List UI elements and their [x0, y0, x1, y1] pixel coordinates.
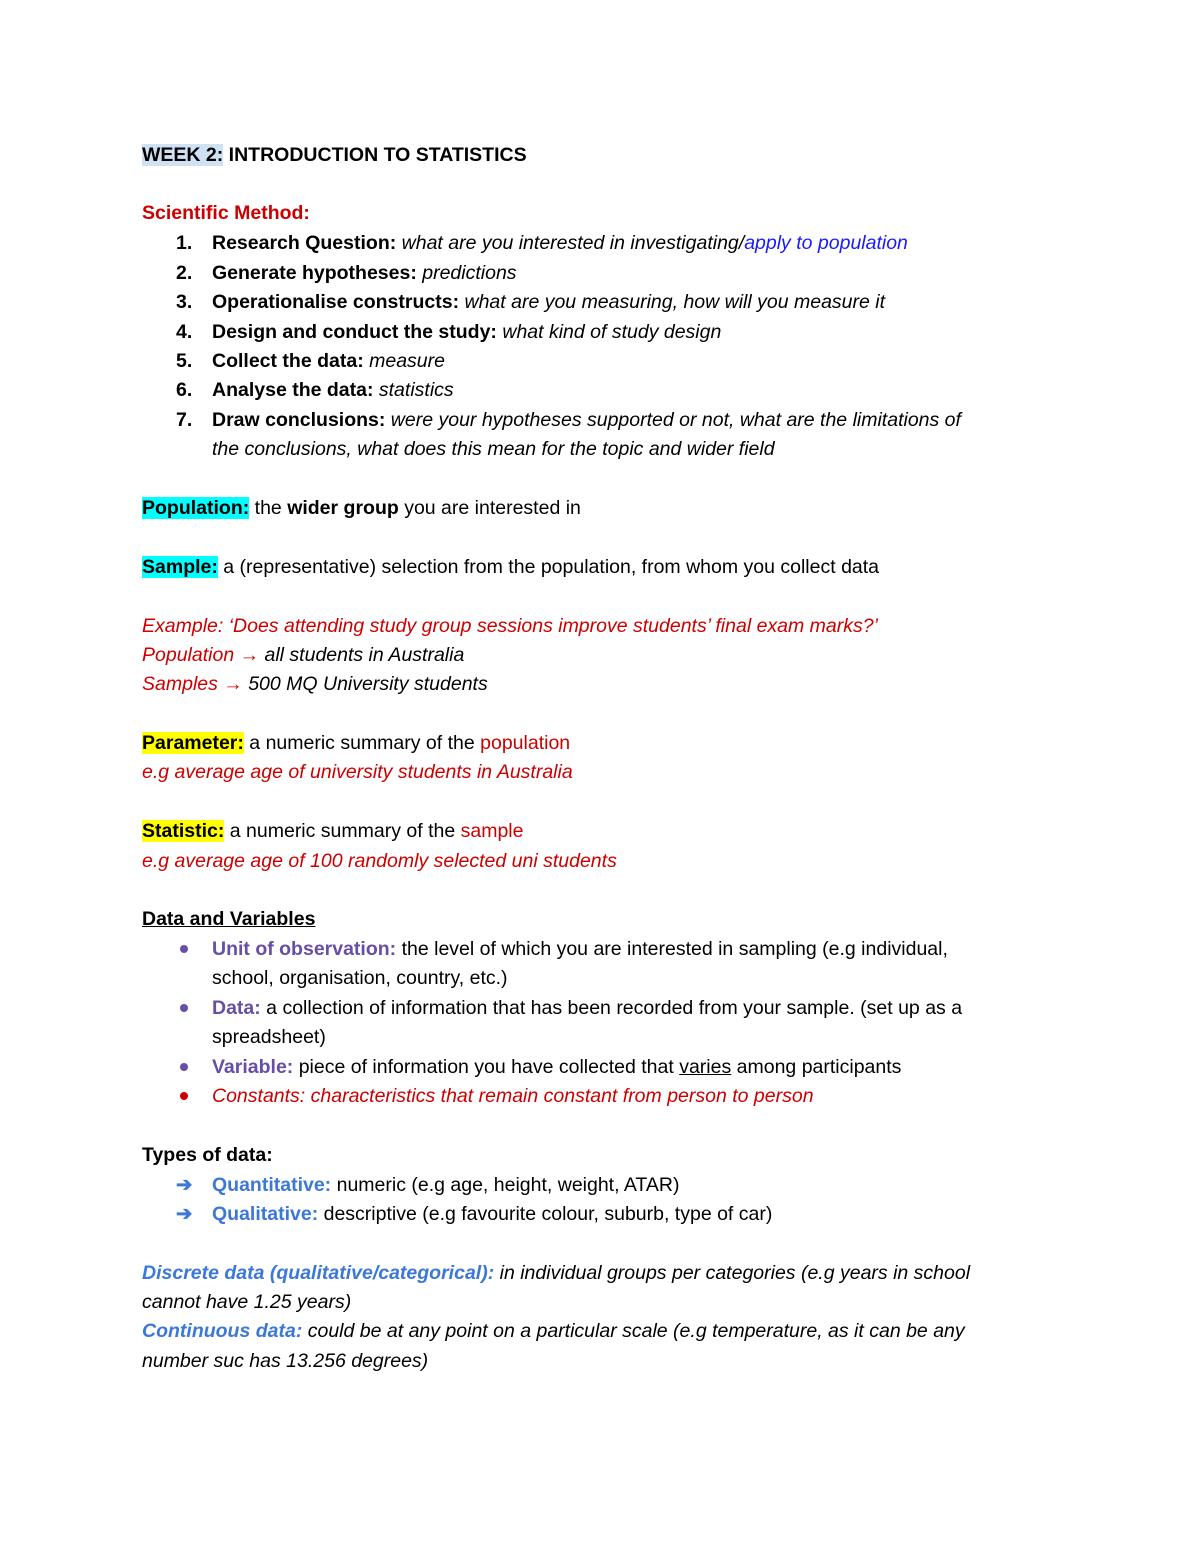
type-label: Qualitative:: [212, 1203, 319, 1225]
bullet-icon: [180, 945, 188, 953]
step-number: 7.: [176, 409, 193, 431]
example-population-label: Population →: [142, 644, 265, 666]
step-text: what are you measuring, how will you measure it: [459, 291, 886, 313]
step-extra: apply to population: [744, 232, 908, 254]
step-text: were your hypotheses supported or not, what are the limitations of: [385, 409, 961, 431]
example-samples-value: 500 MQ University students: [248, 673, 488, 695]
discrete-continued: cannot have 1.25 years): [142, 1291, 352, 1313]
item-text: piece of information you have collected that: [293, 1056, 680, 1078]
example-question: Example: ‘Does attending study group sessions improve students’ final exam marks?’: [142, 615, 878, 637]
item-post: among participants: [731, 1056, 902, 1078]
continuous-label: Continuous data:: [142, 1320, 303, 1342]
sample-text: a (representative) selection from the population, from whom you collect data: [217, 556, 880, 578]
statistic-text: a numeric summary of the: [224, 820, 461, 842]
step-label: Design and conduct the study:: [212, 321, 497, 343]
statistic-colored: sample: [460, 820, 524, 842]
step-text: measure: [363, 350, 445, 372]
example-population: [142, 641, 464, 669]
step-label: Draw conclusions:: [212, 409, 386, 431]
step-text: what are you interested in investigating/: [396, 232, 745, 254]
item-label: Constants:: [212, 1085, 306, 1107]
step-number: 6.: [176, 379, 193, 401]
sample-label: Sample:: [142, 556, 218, 578]
step-number: 4.: [176, 321, 193, 343]
item-label: Data:: [212, 997, 261, 1019]
continuous-continued: number suc has 13.256 degrees): [142, 1350, 429, 1372]
step-number: 2.: [176, 262, 193, 284]
item-text: characteristics that remain constant from person to person: [305, 1085, 814, 1107]
step-number: 3.: [176, 291, 193, 313]
title-text: INTRODUCTION TO STATISTICS: [223, 144, 527, 166]
statistic-label: Statistic:: [142, 820, 225, 842]
population-label: Population:: [142, 497, 250, 519]
population-bold: wider group: [287, 497, 399, 519]
types-heading: Types of data:: [142, 1144, 273, 1166]
type-text: numeric (e.g age, height, weight, ATAR): [331, 1174, 680, 1196]
step-label: Generate hypotheses:: [212, 262, 417, 284]
continuous-definition: [142, 1317, 965, 1345]
population-pre: the: [249, 497, 288, 519]
bullet-icon: [180, 1063, 188, 1071]
type-text: descriptive (e.g favourite colour, suburb, type of car): [318, 1203, 773, 1225]
title-week: WEEK 2:: [142, 144, 224, 166]
parameter-definition: [142, 729, 570, 757]
statistic-example: e.g average age of 100 randomly selected uni students: [142, 850, 617, 872]
scientific-method-heading: Scientific Method:: [142, 202, 310, 224]
list-item-unit-of-observation-continued: school, organisation, country, etc.): [212, 967, 508, 989]
arrow-icon: ➔: [176, 1174, 193, 1196]
step-text: statistics: [373, 379, 454, 401]
discrete-label: Discrete data (qualitative/categorical):: [142, 1262, 495, 1284]
discrete-definition: [142, 1259, 970, 1287]
discrete-text: in individual groups per categories (e.g years in school: [494, 1262, 971, 1284]
step-label: Analyse the data:: [212, 379, 374, 401]
arrow-icon: ➔: [176, 1203, 193, 1225]
item-underlined: varies: [679, 1056, 732, 1078]
parameter-text: a numeric summary of the: [243, 732, 481, 754]
item-text: a collection of information that has been recorded from your sample. (set up as a: [260, 997, 963, 1019]
step-label: Operationalise constructs:: [212, 291, 460, 313]
page-title: [142, 141, 527, 169]
step-text: what kind of study design: [496, 321, 722, 343]
method-step-7-continued: the conclusions, what does this mean for the topic and wider field: [212, 438, 775, 460]
example-samples: [142, 670, 488, 698]
data-variables-heading: Data and Variables: [142, 908, 316, 930]
list-item-data-continued: spreadsheet): [212, 1026, 326, 1048]
parameter-example: e.g average age of university students in Australia: [142, 761, 573, 783]
sample-definition: [142, 553, 879, 581]
step-number: 5.: [176, 350, 193, 372]
item-text: the level of which you are interested in sampling (e.g individual,: [396, 938, 948, 960]
step-text: predictions: [416, 262, 517, 284]
continuous-text: could be at any point on a particular scale (e.g temperature, as it can be any: [302, 1320, 965, 1342]
type-label: Quantitative:: [212, 1174, 332, 1196]
statistic-definition: [142, 817, 523, 845]
item-label: Variable:: [212, 1056, 294, 1078]
bullet-icon: [180, 1004, 188, 1012]
step-label: Research Question:: [212, 232, 397, 254]
item-label: Unit of observation:: [212, 938, 397, 960]
parameter-label: Parameter:: [142, 732, 244, 754]
step-label: Collect the data:: [212, 350, 364, 372]
parameter-colored: population: [480, 732, 571, 754]
population-post: you are interested in: [398, 497, 581, 519]
step-number: 1.: [176, 232, 193, 254]
example-population-value: all students in Australia: [264, 644, 465, 666]
bullet-icon: [180, 1092, 188, 1100]
example-samples-label: Samples →: [142, 673, 249, 695]
population-definition: [142, 494, 581, 522]
